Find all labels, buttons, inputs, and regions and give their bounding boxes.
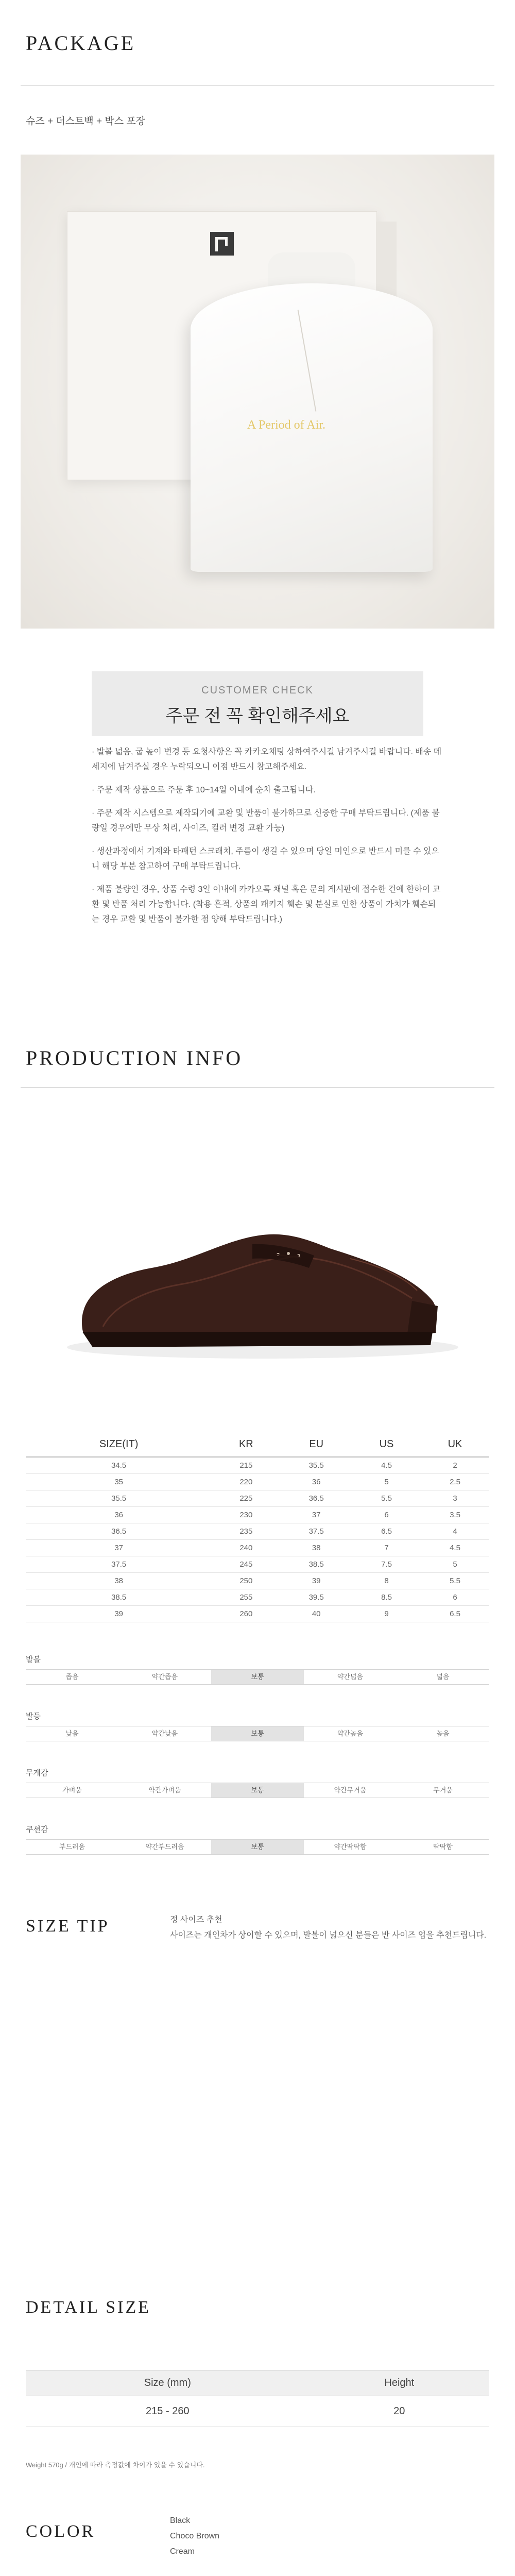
cell: 225 <box>212 1490 280 1507</box>
fit-option: 약간넓음 <box>337 1673 364 1681</box>
cell: 36.5 <box>26 1523 212 1540</box>
fit-option: 가벼움 <box>62 1786 82 1794</box>
size-header-kr: KR <box>212 1432 280 1457</box>
fit-label-width: 발볼 <box>26 1655 41 1664</box>
cell: 8.5 <box>352 1589 421 1606</box>
customer-check-banner <box>92 671 423 736</box>
size-tip-text <box>170 1912 489 1943</box>
table-row <box>26 1556 489 1573</box>
table-row <box>26 1573 489 1589</box>
cell: 220 <box>212 1474 280 1490</box>
customer-check-main: 주문 전 꼭 확인해주세요 <box>165 706 350 726</box>
cell: 4.5 <box>421 1540 489 1556</box>
package-title: PACKAGE <box>26 31 136 55</box>
table-row <box>26 1490 489 1507</box>
note-item: · 발볼 넓음, 굽 높이 변경 등 요청사항은 꼭 카카오채팅 상하여주시길 남겨주시길 바랍니다. 배송 메세지에 남겨주실 경우 누락되오니 이점 반드시 참고해주세요. <box>92 748 442 771</box>
box-logo-icon <box>210 232 234 256</box>
table-row <box>26 1457 489 1474</box>
fit-option: 좁음 <box>65 1673 79 1681</box>
table-row <box>26 1540 489 1556</box>
note-item: · 생산과정에서 기계와 타패턴 스크래치, 주름이 생길 수 있으며 당일 미인으로 반드시 미를 수 있으니 해당 부분 참고하여 구매 부탁드립니다. <box>92 847 439 871</box>
cell: 37 <box>26 1540 212 1556</box>
table-row <box>26 1474 489 1490</box>
cell: 4 <box>421 1523 489 1540</box>
cell: 35.5 <box>280 1457 352 1474</box>
fit-option: 약간높음 <box>337 1730 364 1737</box>
fit-scale-weight <box>26 1783 489 1798</box>
cell: 39 <box>280 1573 352 1589</box>
shoe-illustration <box>21 1121 494 1399</box>
detail-size-title: DETAIL SIZE <box>26 2298 151 2317</box>
table-row <box>26 1589 489 1606</box>
size-table <box>26 1432 489 1622</box>
cell: 5.5 <box>352 1490 421 1507</box>
cell: 34.5 <box>26 1457 212 1474</box>
table-row <box>26 1507 489 1523</box>
detail-size-value: 215 - 260 <box>26 2396 310 2427</box>
table-row <box>26 1523 489 1540</box>
package-photo <box>21 155 494 629</box>
table-row <box>26 2396 489 2427</box>
fit-option: 약간가벼움 <box>148 1786 181 1794</box>
size-header-it: SIZE(IT) <box>26 1432 212 1457</box>
note-item: · 제품 불량인 경우, 상품 수령 3일 이내에 카카오톡 채널 혹은 문의 게시판에 접수한 건에 한하여 교환 및 반품 처리 가능합니다. (착용 흔적, 상품의 패키지 훼손 및 분실로 인한 상품이 가치가 훼손되는 경우 교환 및 반품이 불가한 점 양해 부탁드립니다.) <box>92 885 441 924</box>
fit-label-cushion: 쿠션감 <box>26 1825 48 1834</box>
fit-option: 보통 <box>211 1726 304 1741</box>
cell: 3 <box>421 1490 489 1507</box>
detail-header-height: Height <box>310 2370 489 2396</box>
color-title: COLOR <box>26 2522 96 2541</box>
cell: 6 <box>352 1507 421 1523</box>
cell: 6.5 <box>421 1606 489 1622</box>
size-table-header <box>26 1432 489 1457</box>
cell: 215 <box>212 1457 280 1474</box>
cell: 39.5 <box>280 1589 352 1606</box>
cell: 230 <box>212 1507 280 1523</box>
cell: 2.5 <box>421 1474 489 1490</box>
fit-option: 약간좁음 <box>151 1673 178 1681</box>
cell: 255 <box>212 1589 280 1606</box>
fit-label-instep: 발등 <box>26 1712 41 1721</box>
shoe-photo <box>21 1121 494 1399</box>
cell: 37.5 <box>26 1556 212 1573</box>
cell: 240 <box>212 1540 280 1556</box>
fit-option: 약간부드러움 <box>145 1843 184 1851</box>
cell: 38.5 <box>26 1589 212 1606</box>
size-tip-line: 정 사이즈 추천 <box>170 1916 222 1924</box>
production-info-title: PRODUCTION INFO <box>26 1046 243 1070</box>
cell: 38 <box>26 1573 212 1589</box>
cell: 5 <box>352 1474 421 1490</box>
cell: 38.5 <box>280 1556 352 1573</box>
package-divider <box>21 85 494 86</box>
color-item: Black <box>170 2516 191 2525</box>
fit-scale-cushion <box>26 1839 489 1855</box>
cell: 5.5 <box>421 1573 489 1589</box>
fit-option: 약간무거움 <box>334 1786 367 1794</box>
cell: 8 <box>352 1573 421 1589</box>
fit-option: 보통 <box>211 1840 304 1854</box>
size-tip-line: 사이즈는 개인차가 상이할 수 있으며, 발볼이 넓으신 분들은 반 사이즈 업을 추천드립니다. <box>170 1931 487 1940</box>
note-item: · 주문 제작 상품으로 주문 후 10~14일 이내에 순차 출고됩니다. <box>92 786 316 794</box>
cell: 9 <box>352 1606 421 1622</box>
production-divider <box>21 1087 494 1088</box>
fit-option: 약간낮음 <box>151 1730 178 1737</box>
cell: 4.5 <box>352 1457 421 1474</box>
size-header-uk: UK <box>421 1432 489 1457</box>
size-header-eu: EU <box>280 1432 352 1457</box>
cell: 40 <box>280 1606 352 1622</box>
fit-option: 무거움 <box>433 1786 453 1794</box>
fit-option: 보통 <box>211 1783 304 1798</box>
fit-option: 낮음 <box>65 1730 79 1737</box>
cell: 7.5 <box>352 1556 421 1573</box>
customer-check-notes <box>92 744 442 935</box>
cell: 35 <box>26 1474 212 1490</box>
color-item: Choco Brown <box>170 2532 220 2540</box>
note-item: · 주문 제작 시스템으로 제작되기에 교환 및 반품이 불가하므로 신중한 구매 부탁드립니다. (제품 불량일 경우에만 무상 처리, 사이즈, 컬러 변경 교환 가능) <box>92 809 440 833</box>
color-list <box>170 2513 219 2560</box>
fit-option: 부드러움 <box>59 1843 85 1851</box>
cell: 2 <box>421 1457 489 1474</box>
cell: 37 <box>280 1507 352 1523</box>
cell: 36 <box>280 1474 352 1490</box>
cell: 7 <box>352 1540 421 1556</box>
size-tip-title: SIZE TIP <box>26 1917 110 1936</box>
fit-scale-instep <box>26 1726 489 1741</box>
color-item: Cream <box>170 2547 195 2556</box>
fit-scale-width <box>26 1669 489 1685</box>
cell: 235 <box>212 1523 280 1540</box>
detail-size-note: Weight 570g / 개인에 따라 측정값에 차이가 있을 수 있습니다. <box>26 2461 205 2469</box>
cell: 5 <box>421 1556 489 1573</box>
package-subtitle: 슈즈 + 더스트백 + 박스 포장 <box>26 116 146 127</box>
cell: 39 <box>26 1606 212 1622</box>
fit-option: 높음 <box>436 1730 450 1737</box>
fit-label-weight: 무게감 <box>26 1769 48 1777</box>
table-row <box>26 1606 489 1622</box>
fit-option: 약간딱딱함 <box>334 1843 367 1851</box>
fit-option: 보통 <box>211 1670 304 1684</box>
cell: 6 <box>421 1589 489 1606</box>
fit-option: 딱딱함 <box>433 1843 453 1851</box>
cell: 260 <box>212 1606 280 1622</box>
customer-check-sub: CUSTOMER CHECK <box>201 685 314 696</box>
cell: 35.5 <box>26 1490 212 1507</box>
cell: 250 <box>212 1573 280 1589</box>
cell: 37.5 <box>280 1523 352 1540</box>
detail-size-header <box>26 2370 489 2396</box>
detail-height-value: 20 <box>310 2396 489 2427</box>
size-header-us: US <box>352 1432 421 1457</box>
detail-size-table <box>26 2370 489 2427</box>
detail-header-size: Size (mm) <box>26 2370 310 2396</box>
dust-bag-brand: A Period of Air. <box>247 418 326 432</box>
cell: 245 <box>212 1556 280 1573</box>
cell: 6.5 <box>352 1523 421 1540</box>
cell: 36.5 <box>280 1490 352 1507</box>
cell: 3.5 <box>421 1507 489 1523</box>
cell: 36 <box>26 1507 212 1523</box>
cell: 38 <box>280 1540 352 1556</box>
fit-option: 넓음 <box>436 1673 450 1681</box>
